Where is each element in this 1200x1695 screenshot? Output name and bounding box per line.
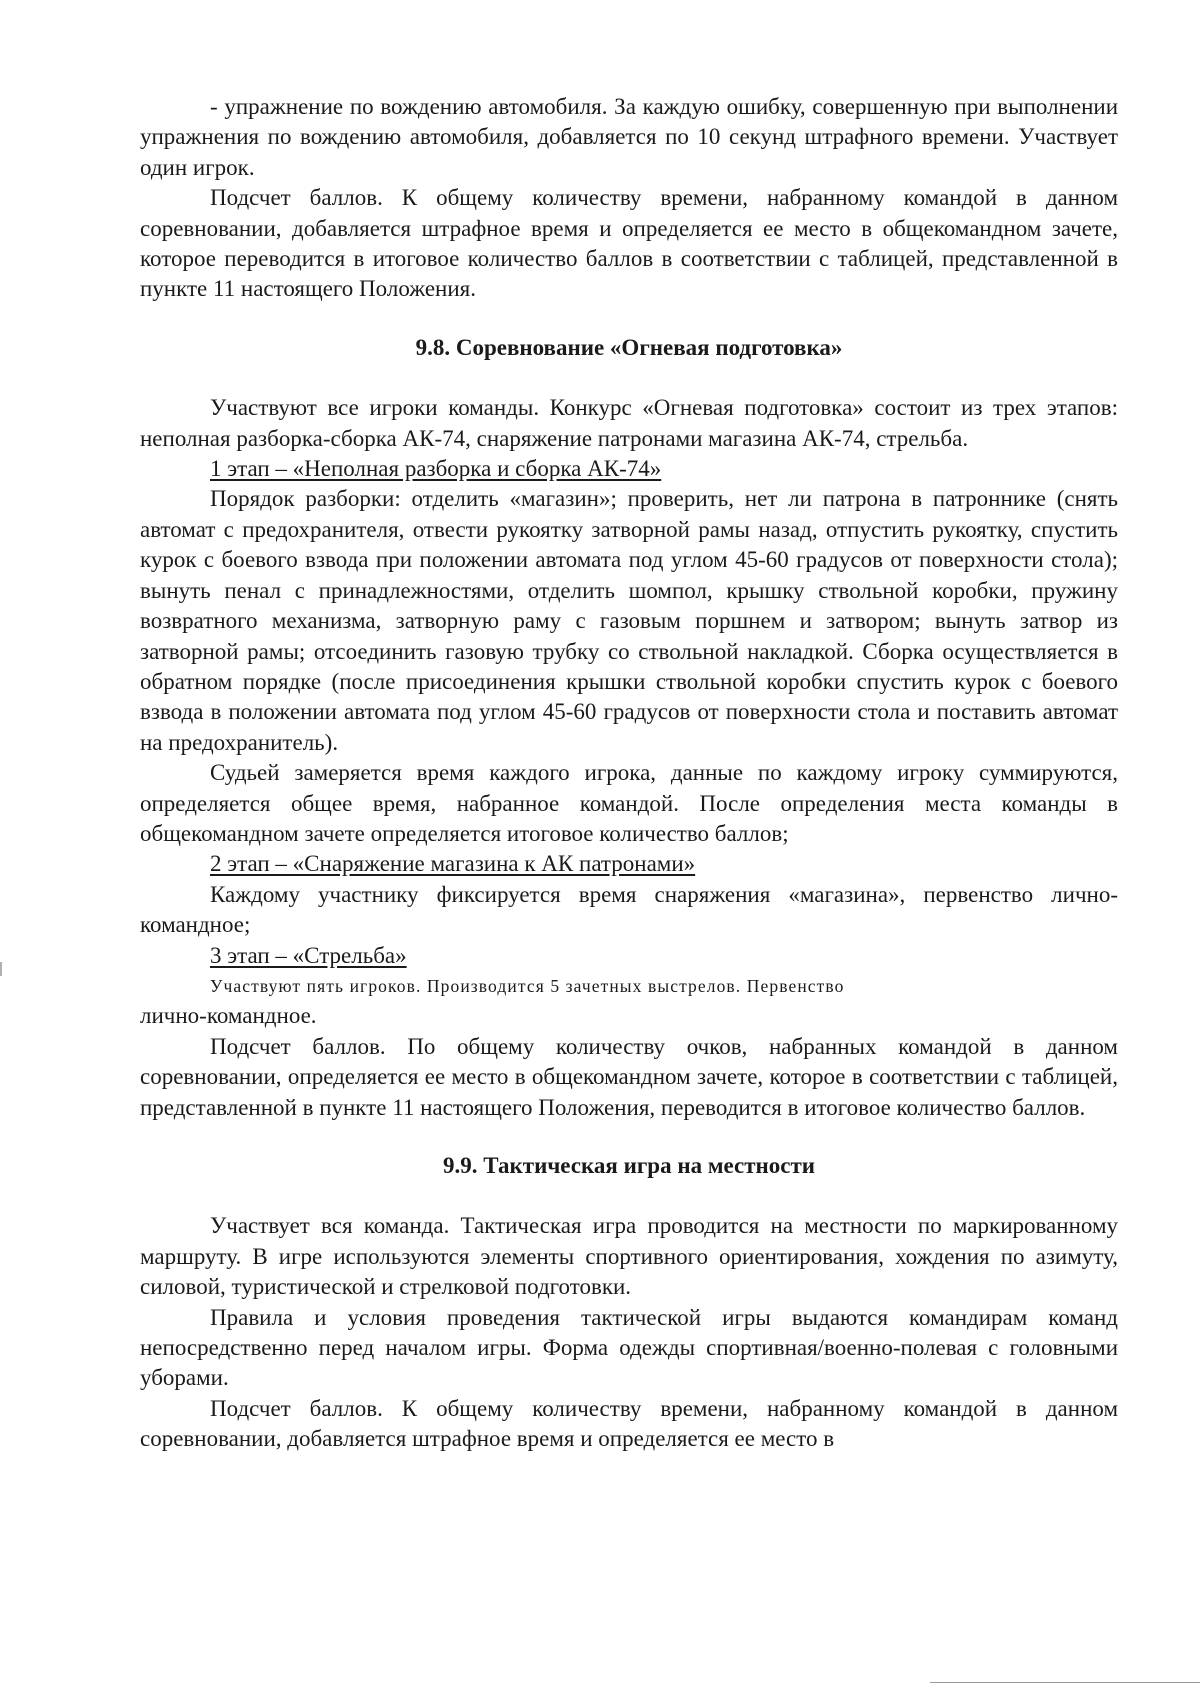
paragraph-shooting-line1: Участвуют пять игроков. Производится 5 зачетных выстрелов. Первенство	[210, 975, 845, 996]
document-page	[140, 92, 1118, 1455]
stage-1-title	[140, 454, 1118, 484]
paragraph-scoring-shooting: Подсчет баллов. По общему количеству очков, набранных командой в данном соревновании, определяется ее место в общекомандном зачете, которое в соответствии с таблицей, представленной в пункте 11 настоящего Положения, переводится в итоговое количество баллов.	[140, 1033, 1118, 1120]
paragraph-disassembly-order: Порядок разборки: отделить «магазин»; проверить, нет ли патрона в патроннике (снять автомат с предохранителя, отвести рукоятку затворной рамы назад, отпустить рукоятку, спустить курок с боевого взвода при положении автомата под углом 45-60 градусов от поверхности стола); вынуть пенал с принадлежностями, отделить шомпол, крышку ствольной коробки, пружину возвратного механизма, затворную раму с газовым поршнем и затвором; вынуть затвор из затворной рамы; отсоединить газовую трубку со ствольной накладкой. Сборка осуществляется в обратном порядке (после присоединения крышки ствольной коробки спустить курок с боевого взвода в положении автомата под углом 45-60 градусов от поверхности стола и поставить автомат на предохранитель).	[140, 486, 1118, 755]
paragraph-driving-exercise: - упражнение по вождению автомобиля. За каждую ошибку, совершенную при выполнении упражнения по вождению автомобиля, добавляется по 10 секунд штрафного времени. Участвует один игрок.	[140, 94, 1118, 180]
section-heading-9-8: 9.8. Соревнование «Огневая подготовка»	[415, 334, 843, 360]
paragraph-scoring-driving: Подсчет баллов. К общему количеству времени, набранному командой в данном соревновании, добавляется штрафное время и определяется ее место в общекомандном зачете, которое переводится в итоговое количество баллов в соответствии с таблицей, представленной в пункте 11 настоящего Положения.	[140, 185, 1118, 302]
paragraph-fire-training-intro: Участвуют все игроки команды. Конкурс «Огневая подготовка» состоит из трех этапов: неполная разборка-сборка АК-74, снаряжение патронами магазина АК-74, стрельба.	[140, 395, 1118, 451]
scan-edge-mark	[0, 962, 2, 976]
paragraph-tactical-game-rules: Правила и условия проведения тактической игры выдаются командирам команд непосредственно перед началом игры. Форма одежды спортивная/военно-полевая с головными уборами.	[140, 1304, 1118, 1391]
paragraph-tactical-game-intro: Участвует вся команда. Тактическая игра проводится на местности по маркированному маршруту. В игре используются элементы спортивного ориентирования, хождения по азимуту, силовой, туристической и стрелковой подготовки.	[140, 1213, 1118, 1300]
stage-2-label: 2 этап – «Снаряжение магазина к АК патронами»	[210, 851, 696, 877]
stage-3-label: 3 этап – «Стрельба»	[210, 942, 407, 968]
stage-3-title	[140, 941, 1118, 971]
stage-2-title	[140, 849, 1118, 879]
scan-edge-line	[930, 1682, 1200, 1683]
paragraph-shooting-line2: лично-командное.	[140, 1003, 317, 1029]
paragraph-magazine-loading: Каждому участнику фиксируется время снаряжения «магазина», первенство лично-командное;	[140, 881, 1118, 938]
stage-1-label: 1 этап – «Неполная разборка и сборка АК-74»	[210, 456, 662, 482]
paragraph-scoring-tactical: Подсчет баллов. К общему количеству времени, набранному командой в данном соревновании, добавляется штрафное время и определяется ее место в	[140, 1395, 1118, 1452]
paragraph-judge-timing: Судьей замеряется время каждого игрока, данные по каждому игроку суммируются, определяется общее время, набранное командой. После определения места команды в общекомандном зачете определяется итоговое количество баллов;	[140, 760, 1118, 846]
section-heading-9-9: 9.9. Тактическая игра на местности	[443, 1153, 815, 1178]
